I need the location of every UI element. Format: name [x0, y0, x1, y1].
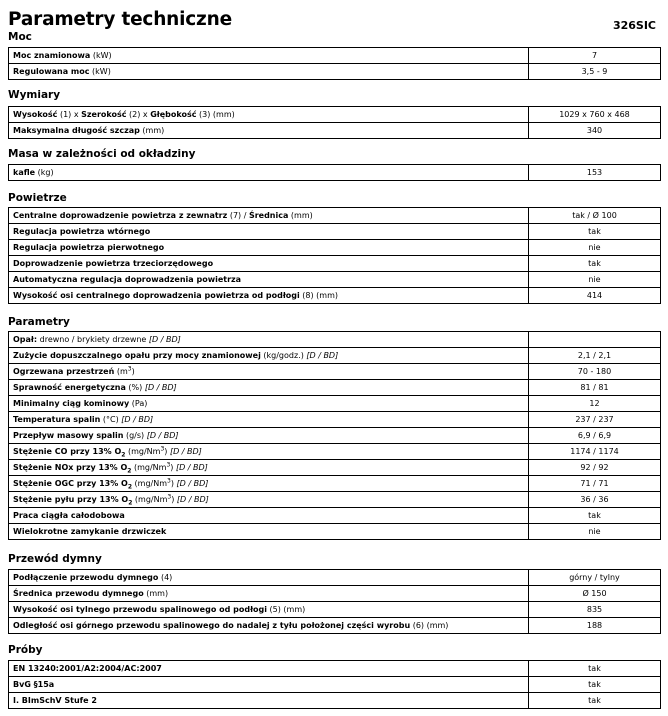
- table-row: [9, 208, 661, 224]
- table-row: [9, 586, 661, 602]
- table-row: [9, 256, 661, 272]
- label-segment: 3: [160, 445, 165, 453]
- label-segment: Odległość osi górnego przewodu spalinowego do nadalej z tyłu położonej części wyrobu: [13, 621, 411, 630]
- row-label: [9, 208, 529, 224]
- row-label: [9, 348, 529, 364]
- row-label: [9, 524, 529, 540]
- label-segment: ): [170, 479, 177, 488]
- row-value: 188: [529, 618, 661, 634]
- section-title-proby: Próby: [8, 644, 43, 656]
- table-row: [9, 396, 661, 412]
- section-title-przewod-dymny: Przewód dymny: [8, 553, 102, 565]
- label-segment: Regulacja powietrza wtórnego: [13, 227, 151, 236]
- row-value: 71 / 71: [529, 476, 661, 492]
- label-segment: (3) (mm): [196, 110, 235, 119]
- label-segment: (5) (mm): [267, 605, 306, 614]
- row-label: [9, 570, 529, 586]
- label-segment: Minimalny ciąg kominowy: [13, 399, 130, 408]
- row-value: 237 / 237: [529, 412, 661, 428]
- row-label: [9, 240, 529, 256]
- label-segment: Przepływ masowy spalin: [13, 431, 124, 440]
- label-segment: (mm): [139, 126, 165, 135]
- model-number: 326SIC: [612, 19, 656, 32]
- table-row: [9, 677, 661, 693]
- row-label: [9, 364, 529, 380]
- row-label: [9, 380, 529, 396]
- spec-table-powietrze: [8, 207, 661, 304]
- label-segment: Ogrzewana przestrzeń: [13, 367, 115, 376]
- table-row: [9, 240, 661, 256]
- label-segment: Stężenie NOx przy 13% O: [13, 463, 128, 472]
- label-segment: 2: [121, 451, 126, 459]
- label-segment: Regulacja powietrza pierwotnego: [13, 243, 165, 252]
- row-label: [9, 661, 529, 677]
- row-value: tak: [529, 693, 661, 709]
- row-value: 6,9 / 6,9: [529, 428, 661, 444]
- row-label: [9, 602, 529, 618]
- row-value: nie: [529, 240, 661, 256]
- row-label: [9, 586, 529, 602]
- label-segment: Temperatura spalin: [13, 415, 101, 424]
- label-segment: (kW): [89, 67, 111, 76]
- table-row: [9, 492, 661, 508]
- table-row: [9, 123, 661, 139]
- row-label: [9, 288, 529, 304]
- table-row: [9, 64, 661, 80]
- row-label: [9, 123, 529, 139]
- row-label: [9, 165, 529, 181]
- label-segment: Moc znamionowa: [13, 51, 91, 60]
- label-segment: Wysokość osi tylnego przewodu spalinowego od podłogi: [13, 605, 268, 614]
- row-label: [9, 444, 529, 460]
- row-label: [9, 492, 529, 508]
- label-segment: Centralne doprowadzenie powietrza z zewnatrz: [13, 211, 228, 220]
- table-row: [9, 476, 661, 492]
- label-segment: Stężenie CO przy 13% O: [13, 447, 122, 456]
- label-segment: ): [170, 463, 176, 472]
- table-row: [9, 48, 661, 64]
- row-value: 81 / 81: [529, 380, 661, 396]
- label-segment: (kg): [35, 168, 54, 177]
- row-label: [9, 412, 529, 428]
- spec-table-masa-w-zaleznosci-od-okladziny: [8, 164, 661, 181]
- label-segment: Stężenie pyłu przy 13% O: [13, 495, 129, 504]
- section-title-moc: Moc: [8, 31, 32, 43]
- label-segment: (°C): [100, 415, 122, 424]
- label-segment: (mm): [143, 589, 169, 598]
- row-label: [9, 693, 529, 709]
- spec-table-przewod-dymny: [8, 569, 661, 634]
- label-segment: (%): [125, 383, 145, 392]
- table-row: [9, 348, 661, 364]
- section-title-parametry: Parametry: [8, 316, 70, 328]
- row-value: tak: [529, 661, 661, 677]
- label-segment: (kg/godz.): [260, 351, 307, 360]
- row-value: 835: [529, 602, 661, 618]
- label-segment: BvG §15a: [13, 680, 55, 689]
- label-segment: 3: [127, 365, 132, 373]
- label-segment: 3: [166, 461, 171, 469]
- table-row: [9, 602, 661, 618]
- spec-table-parametry: [8, 331, 661, 540]
- row-label: [9, 64, 529, 80]
- label-segment: Sprawność energetyczna: [13, 383, 126, 392]
- label-segment: I. BImSchV Stufe 2: [13, 696, 97, 705]
- label-segment: Doprowadzenie powietrza trzeciorzędowego: [13, 259, 214, 268]
- table-row: [9, 288, 661, 304]
- row-label: [9, 476, 529, 492]
- row-label: [9, 256, 529, 272]
- section-title-powietrze: Powietrze: [8, 192, 67, 204]
- row-value: tak: [529, 256, 661, 272]
- label-segment: (mg/Nm: [125, 447, 161, 456]
- label-segment: (2) x: [126, 110, 151, 119]
- row-value: tak: [529, 677, 661, 693]
- row-value: 1029 x 760 x 468: [529, 107, 661, 123]
- table-row: [9, 444, 661, 460]
- row-label: [9, 677, 529, 693]
- label-segment: (6) (mm): [410, 621, 449, 630]
- label-segment: [D / BD]: [176, 495, 209, 504]
- row-label: [9, 460, 529, 476]
- label-segment: Średnica przewodu dymnego: [13, 589, 144, 598]
- label-segment: (mg/Nm: [132, 479, 168, 488]
- label-segment: 2: [127, 483, 133, 491]
- row-value: 92 / 92: [529, 460, 661, 476]
- label-segment: (mg/Nm: [132, 495, 168, 504]
- label-segment: Wysokość: [13, 110, 58, 119]
- spec-table-proby: [8, 660, 661, 709]
- table-row: [9, 570, 661, 586]
- row-value: tak: [529, 508, 661, 524]
- label-segment: [D / BD]: [121, 415, 154, 424]
- row-value: 36 / 36: [529, 492, 661, 508]
- row-label: [9, 396, 529, 412]
- row-label: [9, 272, 529, 288]
- label-segment: Średnica: [248, 211, 289, 220]
- row-value: 7: [529, 48, 661, 64]
- row-value: 2,1 / 2,1: [529, 348, 661, 364]
- label-segment: (g/s): [123, 431, 147, 440]
- label-segment: drewno / brykiety drzewne: [37, 335, 149, 344]
- row-value: nie: [529, 524, 661, 540]
- table-row: [9, 165, 661, 181]
- label-segment: (kW): [90, 51, 112, 60]
- label-segment: (4): [158, 573, 173, 582]
- table-row: [9, 272, 661, 288]
- row-value: 3,5 - 9: [529, 64, 661, 80]
- table-row: [9, 428, 661, 444]
- page-title: Parametry techniczne: [8, 9, 232, 30]
- row-label: [9, 618, 529, 634]
- row-label: [9, 107, 529, 123]
- label-segment: Stężenie OGC przy 13% O: [13, 479, 128, 488]
- table-row: [9, 364, 661, 380]
- row-label: [9, 428, 529, 444]
- row-value: 12: [529, 396, 661, 412]
- section-title-wymiary: Wymiary: [8, 89, 61, 101]
- label-segment: 3: [167, 477, 171, 485]
- row-label: [9, 224, 529, 240]
- row-value: tak: [529, 224, 661, 240]
- row-value: górny / tylny: [529, 570, 661, 586]
- label-segment: Opał:: [13, 335, 38, 344]
- label-segment: Zużycie dopuszczalnego opału przy mocy znamionowej: [13, 351, 261, 360]
- table-row: [9, 224, 661, 240]
- table-row: [9, 524, 661, 540]
- label-segment: [D / BD]: [306, 351, 339, 360]
- row-value: nie: [529, 272, 661, 288]
- label-segment: (m: [114, 367, 128, 376]
- row-label: [9, 332, 529, 348]
- label-segment: (8) (mm): [299, 291, 339, 300]
- spec-table-moc: [8, 47, 661, 80]
- label-segment: 2: [128, 499, 133, 507]
- label-segment: kafle: [13, 168, 36, 177]
- label-segment: ): [131, 367, 135, 376]
- row-value: Ø 150: [529, 586, 661, 602]
- label-segment: Praca ciągła całodobowa: [13, 511, 125, 520]
- label-segment: EN 13240:2001/A2:2004/AC:2007: [13, 664, 162, 673]
- label-segment: 2: [127, 467, 132, 475]
- label-segment: Automatyczna regulacja doprowadzenia powietrza: [13, 275, 242, 284]
- label-segment: (7) /: [227, 211, 249, 220]
- table-row: [9, 618, 661, 634]
- label-segment: [D / BD]: [146, 431, 179, 440]
- row-label: [9, 508, 529, 524]
- label-segment: Głębokość: [150, 110, 197, 119]
- table-row: [9, 412, 661, 428]
- table-row: [9, 460, 661, 476]
- row-value: 340: [529, 123, 661, 139]
- label-segment: [D / BD]: [169, 447, 202, 456]
- label-segment: Regulowana moc: [13, 67, 90, 76]
- label-segment: ): [171, 495, 177, 504]
- row-value: 70 - 180: [529, 364, 661, 380]
- row-value: 153: [529, 165, 661, 181]
- row-value: tak / Ø 100: [529, 208, 661, 224]
- table-row: [9, 661, 661, 677]
- label-segment: Podłączenie przewodu dymnego: [13, 573, 159, 582]
- label-segment: Maksymalna długość szczap: [13, 126, 140, 135]
- table-row: [9, 508, 661, 524]
- label-segment: 3: [167, 493, 172, 501]
- table-row: [9, 380, 661, 396]
- row-label: [9, 48, 529, 64]
- row-value: [529, 332, 661, 348]
- table-row: [9, 332, 661, 348]
- label-segment: [D / BD]: [176, 479, 209, 488]
- label-segment: Wielokrotne zamykanie drzwiczek: [13, 527, 167, 536]
- label-segment: [D / BD]: [144, 383, 177, 392]
- row-value: 1174 / 1174: [529, 444, 661, 460]
- label-segment: (mg/Nm: [131, 463, 167, 472]
- section-title-masa-w-zaleznosci-od-okladziny: Masa w zależności od okładziny: [8, 148, 196, 160]
- label-segment: Wysokość osi centralnego doprowadzenia powietrza od podłogi: [13, 291, 300, 300]
- label-segment: ): [164, 447, 170, 456]
- row-value: 414: [529, 288, 661, 304]
- label-segment: [D / BD]: [148, 335, 181, 344]
- label-segment: [D / BD]: [175, 463, 208, 472]
- label-segment: (mm): [288, 211, 313, 220]
- table-row: [9, 107, 661, 123]
- spec-table-wymiary: [8, 106, 661, 139]
- label-segment: (1) x: [57, 110, 82, 119]
- label-segment: Szerokość: [81, 110, 127, 119]
- label-segment: (Pa): [129, 399, 148, 408]
- table-row: [9, 693, 661, 709]
